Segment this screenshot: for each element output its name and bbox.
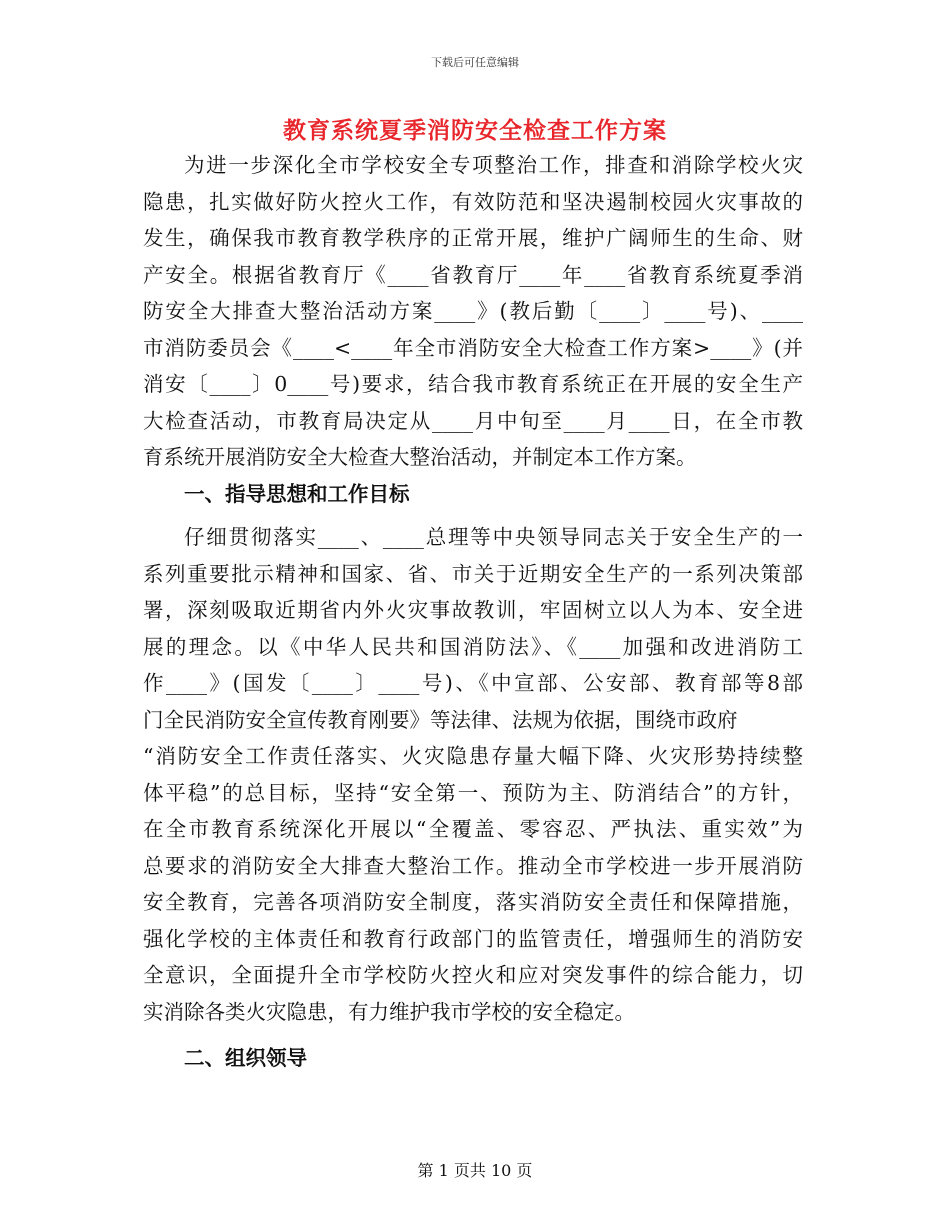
text-line: 大检查活动，市教育局决定从____月中旬至____月____日，在全市教	[143, 408, 803, 433]
section-heading: 一、指导思想和工作目标	[184, 482, 410, 506]
text-line: 展的理念。以《中华人民共和国消防法》、《____加强和改进消防工	[143, 634, 803, 659]
header-note: 下载后可任意编辑	[431, 56, 519, 69]
text-line: 安全教育，完善各项消防安全制度，落实消防安全责任和保障措施，	[143, 890, 803, 914]
text-line: 仔细贯彻落实____、____总理等中央领导同志关于安全生产的一	[184, 525, 803, 549]
text-line: 实消除各类火灾隐患，有力维护我市学校的安全稳定。	[143, 999, 635, 1024]
text-line: 市消防委员会《____<____年全市消防安全大检查工作方案>____》(并	[143, 335, 803, 360]
text-line: 为进一步深化全市学校安全专项整治工作，排查和消除学校火灾	[184, 153, 803, 177]
text-line: 消安〔____〕0____号)要求，结合我市教育系统正在开展的安全生产	[143, 372, 803, 396]
text-line: 全意识，全面提升全市学校防火控火和应对突发事件的综合能力，切	[143, 963, 803, 987]
text-line: 署，深刻吸取近期省内外火灾事故教训，牢固树立以人为本、安全进	[143, 598, 803, 622]
paragraph-intro	[143, 147, 803, 476]
section-heading: 二、组织领导	[184, 1046, 307, 1070]
text-line: 作____》(国发〔____〕____号)、《中宣部、公安部、教育部等8部	[143, 671, 803, 695]
text-line: 隐患，扎实做好防火控火工作，有效防范和坚决遏制校园火灾事故的	[143, 189, 803, 214]
text-line: 总要求的消防安全大排查大整治工作。推动全市学校进一步开展消防	[143, 853, 803, 878]
text-line: 门全民消防安全宣传教育刚要》等法律、法规为依据，围绕市政府	[143, 707, 738, 732]
text-line: “消防安全工作责任落实、火灾隐患存量大幅下降、火灾形势持续整	[143, 744, 803, 768]
section-heading-1	[143, 476, 803, 513]
text-line: 强化学校的主体责任和教育行政部门的监管责任，增强师生的消防安	[143, 926, 803, 951]
text-line: 在全市教育系统深化开展以“全覆盖、零容忍、严执法、重实效”为	[143, 817, 803, 841]
document-title: 教育系统夏季消防安全检查工作方案	[283, 118, 667, 144]
text-line: 系列重要批示精神和国家、省、市关于近期安全生产的一系列决策部	[143, 561, 803, 586]
paragraph-guiding	[143, 519, 803, 1030]
text-line: 发生，确保我市教育教学秩序的正常开展，维护广阔师生的生命、财	[143, 226, 803, 250]
section-heading-2	[143, 1040, 803, 1077]
text-line: 产安全。根据省教育厅《____省教育厅____年____省教育系统夏季消	[143, 262, 803, 287]
text-line: 防安全大排查大整治活动方案____》(教后勤〔____〕____号)、____	[143, 299, 803, 323]
page-footer: 第 1 页共 10 页	[417, 1161, 533, 1180]
text-line: 体平稳”的总目标，坚持“安全第一、预防为主、防消结合”的方针，	[143, 780, 803, 805]
text-line: 育系统开展消防安全大检查大整治活动，并制定本工作方案。	[143, 445, 697, 469]
